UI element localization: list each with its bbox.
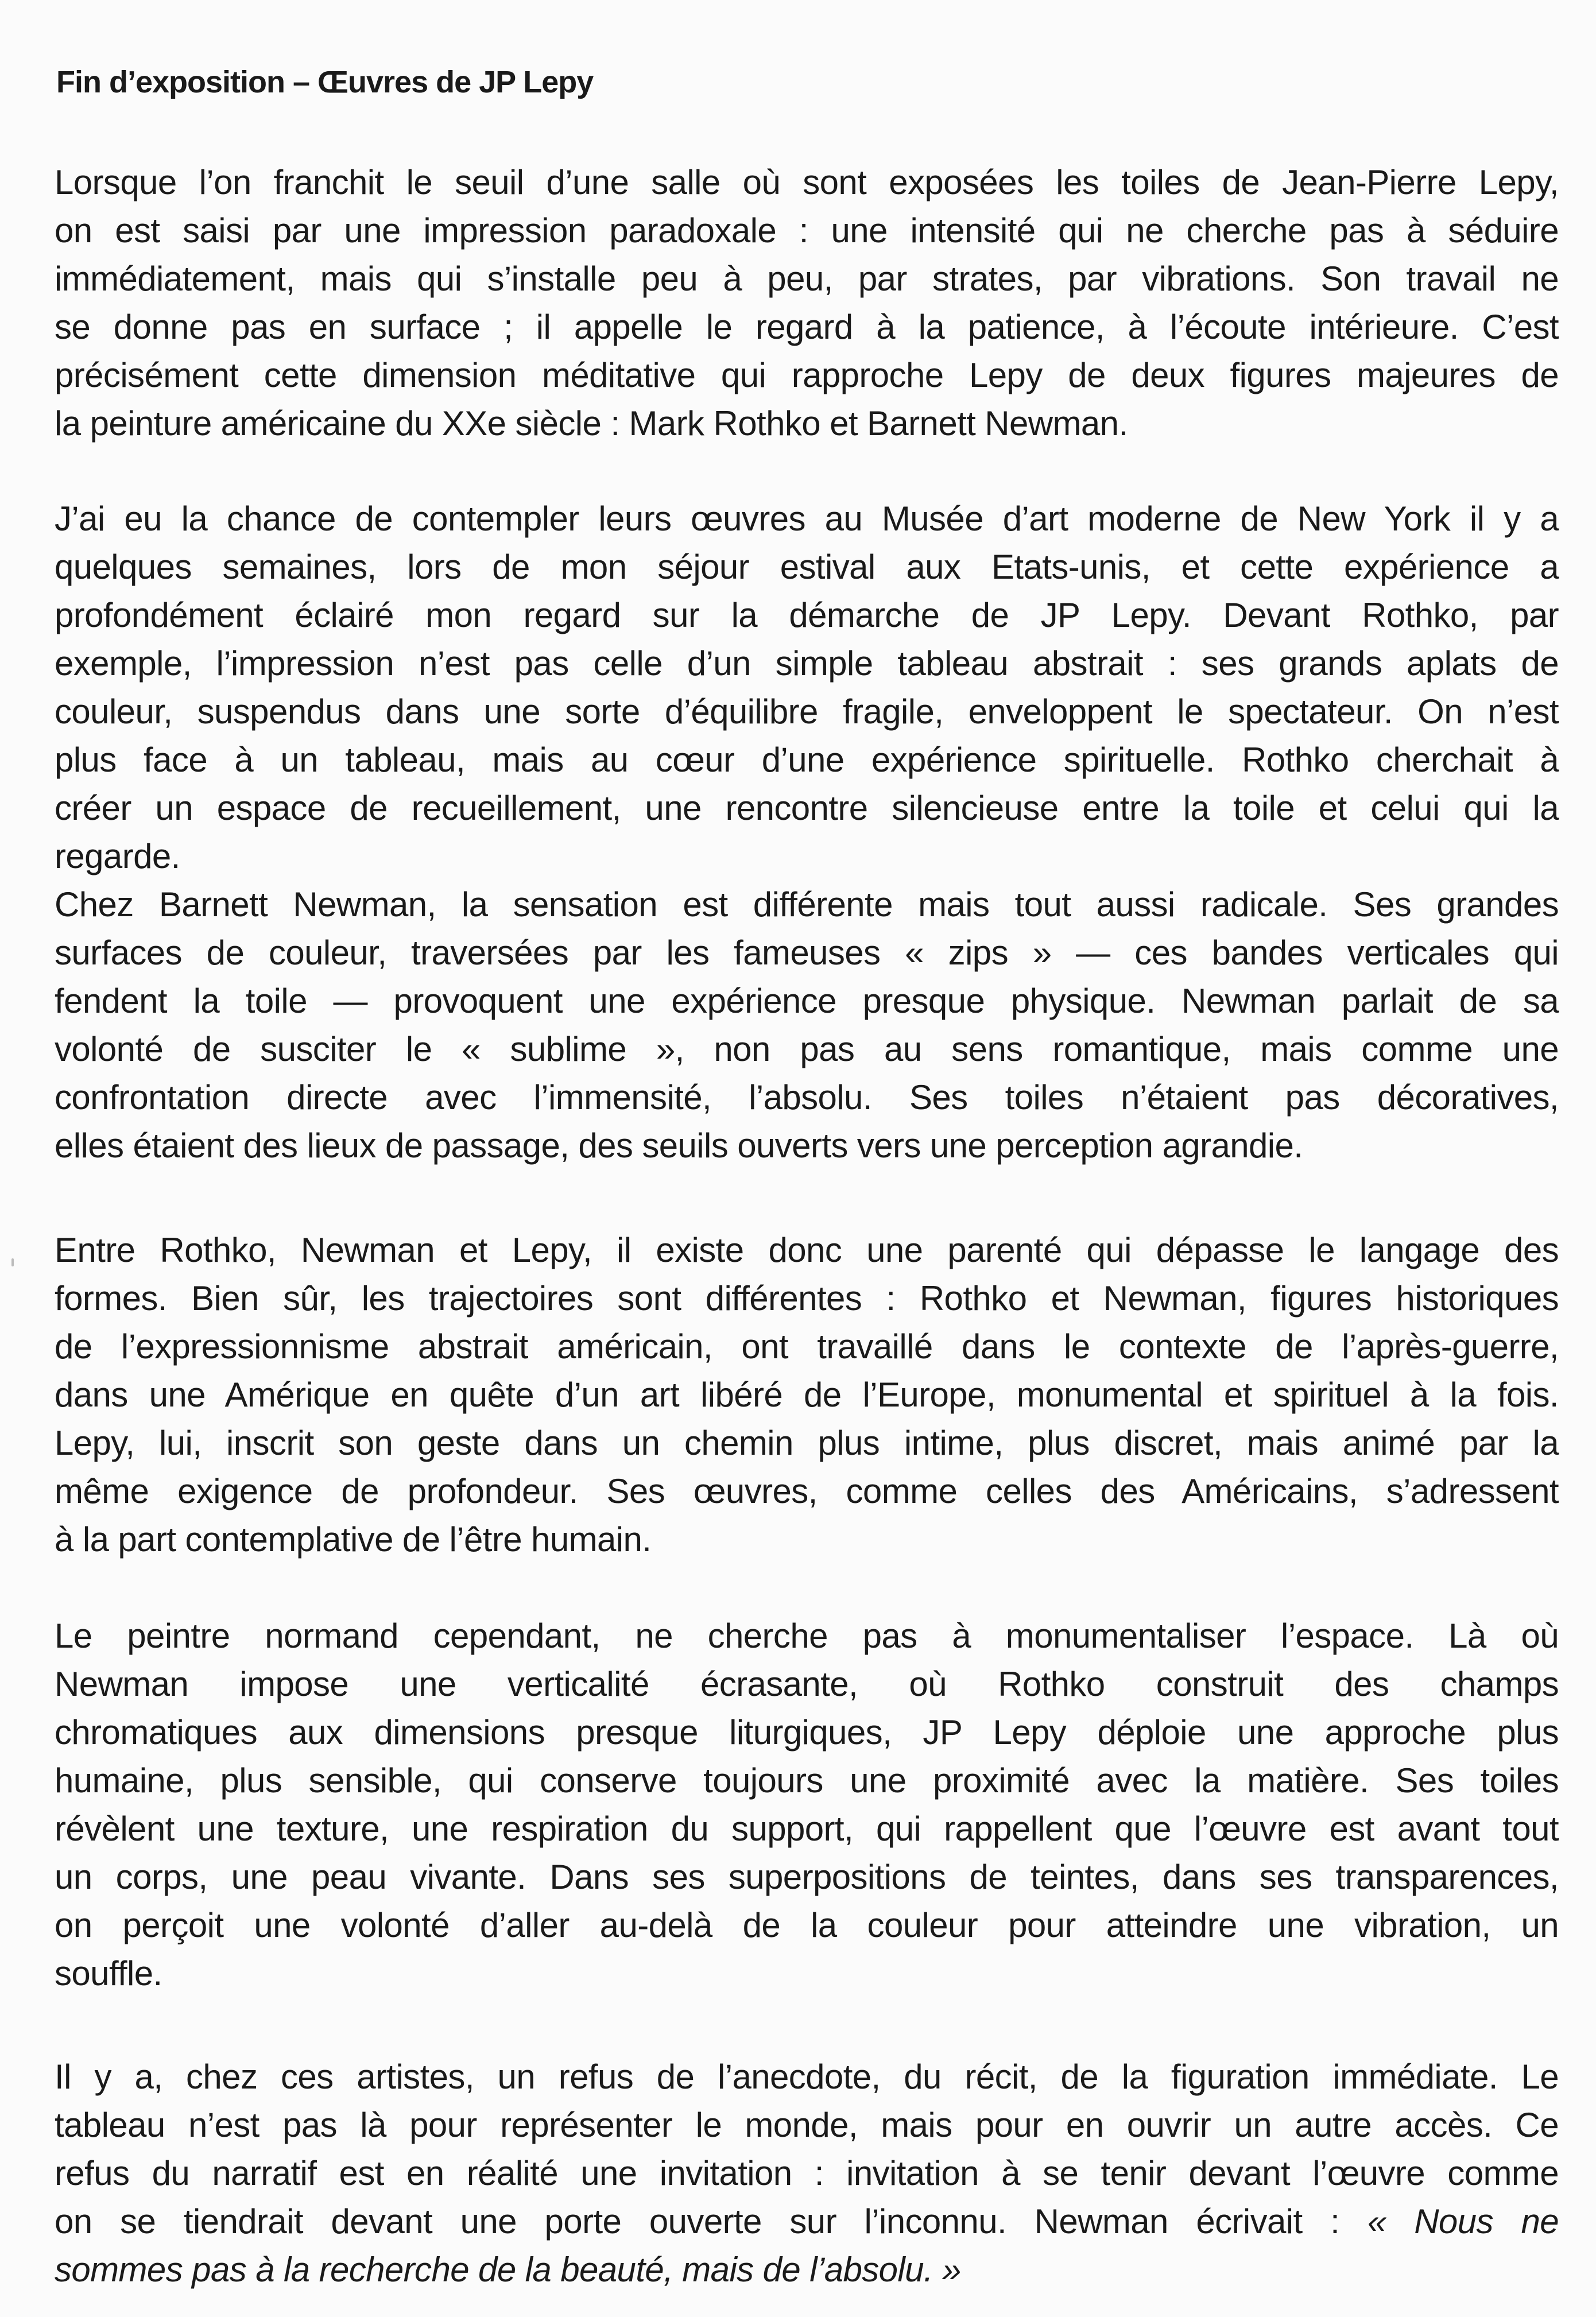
text-line: on est saisi par une impression paradoxale : une intensité qui ne cherche pas à séduire <box>55 211 1559 250</box>
text-line: précisément cette dimension méditative qui rapproche Lepy de deux figures majeures de <box>55 356 1559 394</box>
text-line: refus du narratif est en réalité une invitation : invitation à se tenir devant l’œuvre comme <box>55 2154 1559 2192</box>
text-line: Lorsque l’on franchit le seuil d’une salle où sont exposées les toiles de Jean-Pierre Lepy, <box>55 163 1559 202</box>
text-line: de l’expressionnisme abstrait américain, ont travaillé dans le contexte de l’après-guerre, <box>55 1327 1559 1366</box>
text-line: à la part contemplative de l’être humain. <box>55 1520 652 1559</box>
text-line: humaine, plus sensible, qui conserve toujours une proximité avec la matière. Ses toiles <box>55 1761 1559 1800</box>
text-line: créer un espace de recueillement, une rencontre silencieuse entre la toile et celui qui la <box>55 789 1559 827</box>
text-line: plus face à un tableau, mais au cœur d’une expérience spirituelle. Rothko cherchait à <box>55 741 1559 779</box>
text-line: dans une Amérique en quête d’un art libéré de l’Europe, monumental et spirituel à la fois. <box>55 1376 1559 1414</box>
text-line: révèlent une texture, une respiration du support, qui rappellent que l’œuvre est avant tout <box>55 1810 1559 1848</box>
text-line: un corps, une peau vivante. Dans ses superpositions de teintes, dans ses transparences, <box>55 1858 1559 1896</box>
text-line: quelques semaines, lors de mon séjour estival aux Etats-unis, et cette expérience a <box>55 548 1559 586</box>
text-line: confrontation directe avec l’immensité, l’absolu. Ses toiles n’étaient pas décoratives, <box>55 1078 1559 1117</box>
text-segment: on se tiendrait devant une porte ouverte sur l’inconnu. Newman écrivait : <box>55 2202 1368 2241</box>
paragraph-4 <box>55 1226 1559 1564</box>
paragraph-1 <box>55 158 1559 448</box>
paragraph-2 <box>55 495 1559 881</box>
quote-start: « Nous ne <box>1367 2202 1559 2241</box>
text-line: on perçoit une volonté d’aller au-delà de la couleur pour atteindre une vibration, un <box>55 1906 1559 1944</box>
text-line: volonté de susciter le « sublime », non pas au sens romantique, mais comme une <box>55 1030 1559 1068</box>
paragraph-6 <box>55 2053 1559 2294</box>
text-line: tableau n’est pas là pour représenter le monde, mais pour en ouvrir un autre accès. Ce <box>55 2106 1559 2144</box>
text-line: même exigence de profondeur. Ses œuvres, comme celles des Américains, s’adressent <box>55 1472 1559 1510</box>
text-line: Il y a, chez ces artistes, un refus de l’anecdote, du récit, de la figuration immédiate. Le <box>55 2058 1559 2096</box>
text-line: formes. Bien sûr, les trajectoires sont différentes : Rothko et Newman, figures historiques <box>55 1279 1559 1318</box>
text-line: exemple, l’impression n’est pas celle d’un simple tableau abstrait : ses grands aplats de <box>55 644 1559 683</box>
text-line: profondément éclairé mon regard sur la démarche de JP Lepy. Devant Rothko, par <box>55 596 1559 634</box>
paragraph-5 <box>55 1612 1559 1998</box>
text-line: surfaces de couleur, traversées par les fameuses « zips » — ces bandes verticales qui <box>55 933 1559 972</box>
text-line: Chez Barnett Newman, la sensation est différente mais tout aussi radicale. Ses grandes <box>55 885 1559 924</box>
paragraph-3 <box>55 881 1559 1170</box>
document-title: Fin d’exposition – Œuvres de JP Lepy <box>56 65 594 99</box>
text-line: se donne pas en surface ; il appelle le regard à la patience, à l’écoute intérieure. C’est <box>55 308 1559 346</box>
quote-end: sommes pas à la recherche de la beauté, mais de l’absolu. » <box>55 2250 961 2289</box>
text-line: regarde. <box>55 837 180 875</box>
text-line: souffle. <box>55 1954 162 1993</box>
text-line: la peinture américaine du XXe siècle : Mark Rothko et Barnett Newman. <box>55 404 1128 443</box>
text-line: chromatiques aux dimensions presque liturgiques, JP Lepy déploie une approche plus <box>55 1713 1559 1752</box>
text-line <box>55 2198 1559 2246</box>
text-line: Lepy, lui, inscrit son geste dans un chemin plus intime, plus discret, mais animé par la <box>55 1424 1559 1462</box>
text-line: Entre Rothko, Newman et Lepy, il existe donc une parenté qui dépasse le langage des <box>55 1231 1559 1269</box>
text-line: elles étaient des lieux de passage, des seuils ouverts vers une perception agrandie. <box>55 1126 1303 1165</box>
text-line: Le peintre normand cependant, ne cherche pas à monumentaliser l’espace. Là où <box>55 1617 1559 1655</box>
text-line: couleur, suspendus dans une sorte d’équilibre fragile, enveloppent le spectateur. On n’est <box>55 692 1559 731</box>
text-line: J’ai eu la chance de contempler leurs œuvres au Musée d’art moderne de New York il y a <box>55 499 1559 538</box>
text-line: fendent la toile — provoquent une expérience presque physique. Newman parlait de sa <box>55 982 1559 1020</box>
scan-speck <box>11 1258 14 1266</box>
text-line: Newman impose une verticalité écrasante, où Rothko construit des champs <box>55 1665 1559 1703</box>
text-line: immédiatement, mais qui s’installe peu à peu, par strates, par vibrations. Son travail ne <box>55 259 1559 298</box>
